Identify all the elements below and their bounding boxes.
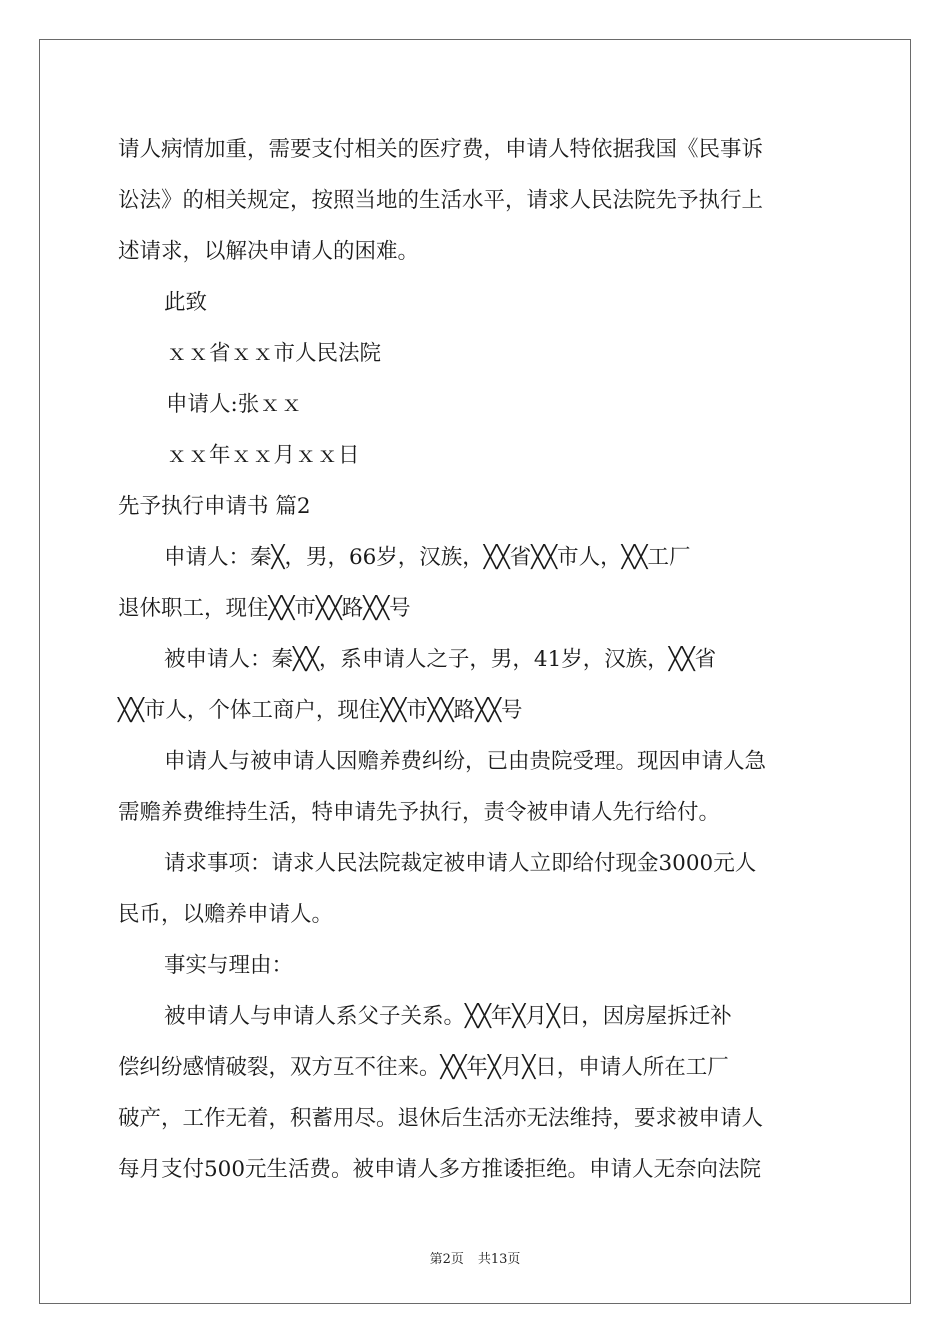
recipient-court: ｘｘ省ｘｘ市人民法院 <box>166 341 382 366</box>
applicant-signature: 申请人:张ｘｘ <box>166 392 303 417</box>
body-line: ╳╳市人，个体工商户，现住╳╳市╳╳路╳╳号 <box>118 698 523 723</box>
signature-date: ｘｘ年ｘｘ月ｘｘ日 <box>166 443 360 468</box>
body-line: 被申请人：秦╳╳，系申请人之子，男，41岁，汉族，╳╳省 <box>164 647 717 672</box>
body-line: 请人病情加重，需要支付相关的医疗费，申请人特依据我国《民事诉 <box>118 137 764 162</box>
page-number: 第2页 <box>429 1252 464 1267</box>
body-line: 申请人：秦╳，男，66岁，汉族，╳╳省╳╳市人，╳╳工厂 <box>164 545 691 570</box>
body-line: 每月支付500元生活费。被申请人多方推诿拒绝。申请人无奈向法院 <box>118 1157 762 1182</box>
body-line: 请求事项：请求人民法院裁定被申请人立即给付现金3000元人 <box>164 851 757 876</box>
page-total: 共13页 <box>477 1252 521 1267</box>
body-line: 述请求，以解决申请人的困难。 <box>118 239 420 264</box>
body-line: 讼法》的相关规定，按照当地的生活水平，请求人民法院先予执行上 <box>118 188 764 213</box>
section-title: 先予执行申请书 篇2 <box>118 494 311 519</box>
subheading: 事实与理由： <box>164 953 294 978</box>
body-line: 破产，工作无着，积蓄用尽。退休后生活亦无法维持，要求被申请人 <box>118 1106 764 1131</box>
document-body <box>118 124 834 1195</box>
body-line: 需赡养费维持生活，特申请先予执行，责令被申请人先行给付。 <box>118 800 721 825</box>
body-line: 民币，以赡养申请人。 <box>118 902 334 927</box>
salutation: 此致 <box>164 290 208 315</box>
body-line: 被申请人与申请人系父子关系。╳╳年╳月╳日，因房屋拆迁补 <box>164 1004 732 1029</box>
page-footer <box>0 1248 950 1267</box>
body-line: 申请人与被申请人因赡养费纠纷，已由贵院受理。现因申请人急 <box>164 749 767 774</box>
body-line: 偿纠纷感情破裂，双方互不往来。╳╳年╳月╳日，申请人所在工厂 <box>118 1055 729 1080</box>
body-line: 退休职工，现住╳╳市╳╳路╳╳号 <box>118 596 411 621</box>
